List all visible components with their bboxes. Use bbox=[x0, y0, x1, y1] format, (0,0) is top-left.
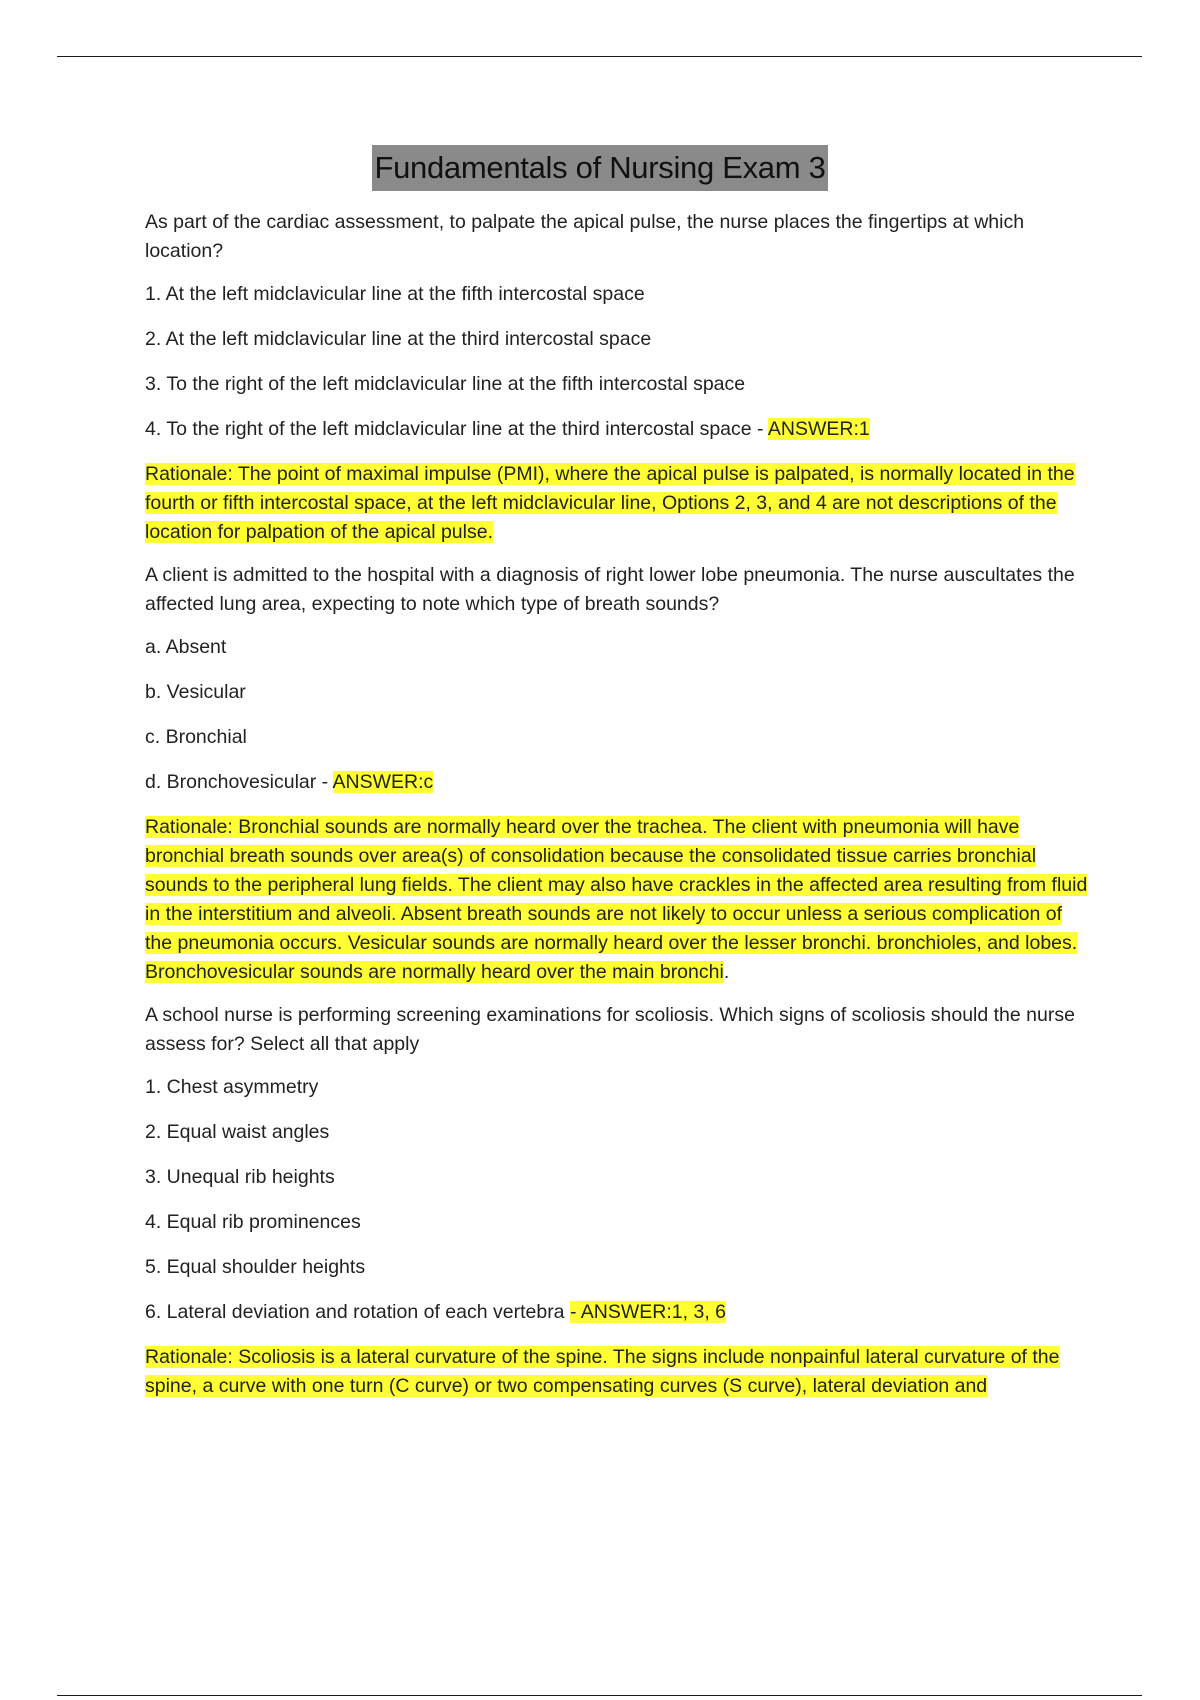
question-1-stem: As part of the cardiac assessment, to palpate the apical pulse, the nurse places the fingertips at which location? bbox=[145, 211, 1025, 262]
question-3-option-4: 4. Equal rib prominences bbox=[145, 1211, 361, 1233]
question-1-rationale-block bbox=[145, 460, 1090, 547]
question-1-option-2: 2. At the left midclavicular line at the third intercostal space bbox=[145, 328, 652, 350]
question-3-option-6-line bbox=[145, 1298, 1090, 1327]
question-3-answer: - ANSWER:1, 3, 6 bbox=[569, 1301, 727, 1323]
question-3-option-6: 6. Lateral deviation and rotation of each vertebra bbox=[145, 1301, 565, 1323]
bottom-rule bbox=[57, 1695, 1142, 1696]
question-3-rationale-block bbox=[145, 1343, 1090, 1401]
question-2-option-d-line bbox=[145, 768, 1090, 797]
question-2-option-d: d. Bronchovesicular - bbox=[145, 771, 329, 793]
question-2-option-c: c. Bronchial bbox=[145, 726, 247, 748]
question-3-rationale: Rationale: Scoliosis is a lateral curvature of the spine. The signs include nonpainful lateral curvature of the spine, a curve with one turn (C curve) or two compensating curves (S curve), lateral deviation and bbox=[145, 1346, 1060, 1397]
question-3-stem: A school nurse is performing screening examinations for scoliosis. Which signs of scoliosis should the nurse assess for? Select all that apply bbox=[145, 1004, 1075, 1055]
title-wrapper bbox=[0, 145, 1200, 191]
question-2-option-b: b. Vesicular bbox=[145, 681, 246, 703]
top-rule bbox=[57, 56, 1142, 57]
question-2-rationale-block bbox=[145, 813, 1090, 987]
question-2-option-a: a. Absent bbox=[145, 636, 227, 658]
question-2-rationale-tail: . bbox=[723, 961, 730, 983]
document-title: Fundamentals of Nursing Exam 3 bbox=[372, 145, 827, 191]
question-2-stem: A client is admitted to the hospital with a diagnosis of right lower lobe pneumonia. The nurse auscultates the affected lung area, expecting to note which type of breath sounds? bbox=[145, 564, 1075, 615]
question-2-answer: ANSWER:c bbox=[332, 771, 434, 793]
question-1-option-1: 1. At the left midclavicular line at the fifth intercostal space bbox=[145, 283, 645, 305]
document-body bbox=[145, 208, 1090, 1415]
question-1-option-4-line bbox=[145, 415, 1090, 444]
question-3-option-3: 3. Unequal rib heights bbox=[145, 1166, 335, 1188]
question-3-option-5: 5. Equal shoulder heights bbox=[145, 1256, 366, 1278]
question-1-option-3: 3. To the right of the left midclavicular line at the fifth intercostal space bbox=[145, 373, 746, 395]
question-1-answer: ANSWER:1 bbox=[767, 418, 870, 440]
question-3-option-2: 2. Equal waist angles bbox=[145, 1121, 330, 1143]
question-2-rationale: Rationale: Bronchial sounds are normally heard over the trachea. The client with pneumonia will have bronchial breath sounds over area(s) of consolidation because the consolidated tissue carries bronchial sounds to the peripheral lung fields. The client may also have crackles in the affected area resulting from fluid in the interstitium and alveoli. Absent breath sounds are not likely to occur unless a serious complication of the pneumonia occurs. Vesicular sounds are normally heard over the lesser bronchi. bronchioles, and lobes. Bronchovesicular sounds are normally heard over the main bronchi bbox=[145, 816, 1088, 983]
question-1-option-4: 4. To the right of the left midclavicular line at the third intercostal space - bbox=[145, 418, 764, 440]
question-3-option-1: 1. Chest asymmetry bbox=[145, 1076, 319, 1098]
question-1-rationale: Rationale: The point of maximal impulse (PMI), where the apical pulse is palpated, is normally located in the fourth or fifth intercostal space, at the left midclavicular line, Options 2, 3, and 4 are not descriptions of the location for palpation of the apical pulse. bbox=[145, 463, 1075, 543]
